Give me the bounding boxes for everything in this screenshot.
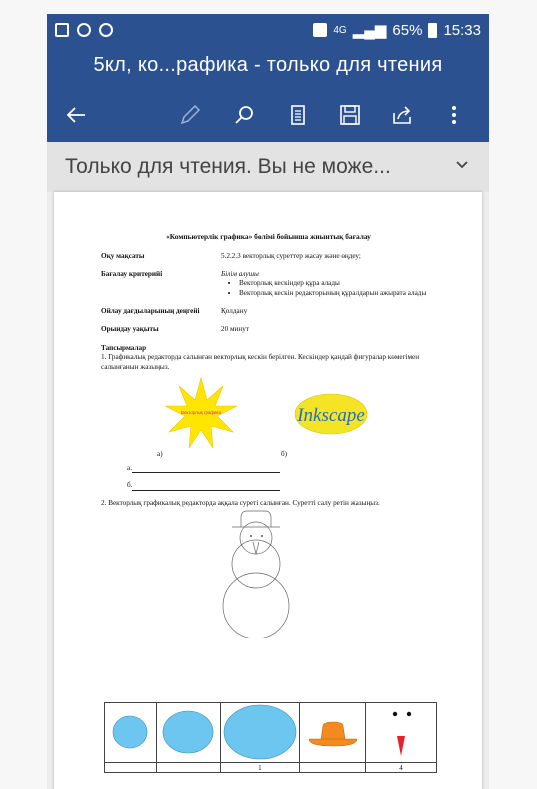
app-bar xyxy=(47,46,489,142)
status-bar xyxy=(47,14,489,46)
inkscape-label: Inkscape xyxy=(297,404,365,426)
document-title: 5кл, ко...рафика - только для чтения xyxy=(93,54,443,76)
answer-line-a[interactable] xyxy=(127,464,436,473)
pen-icon[interactable] xyxy=(175,100,205,130)
row-key: Бағалау критерийі xyxy=(101,269,163,278)
row-value: 5.2.2.3 векторлық суреттер жасау және өңдеу; xyxy=(221,251,361,260)
row-value: Қолдану xyxy=(221,307,248,316)
more-icon[interactable] xyxy=(439,100,469,130)
row-value: 20 минут xyxy=(221,325,249,334)
sun-shape xyxy=(165,378,237,448)
step-cell xyxy=(366,703,437,763)
criteria-intro: Білім алушы xyxy=(221,269,259,278)
clock: 15:33 xyxy=(443,21,481,39)
step-number xyxy=(105,763,157,773)
snowman-bottom xyxy=(223,573,289,638)
read-only-banner[interactable] xyxy=(47,142,489,192)
gallery-icon xyxy=(55,23,69,37)
document-heading: «Компьютерлік графика» бөлімі бойынша жиынтық бағалау xyxy=(166,232,371,241)
snowman-figure xyxy=(101,508,436,638)
answer-blank[interactable] xyxy=(132,465,280,473)
battery-percent: 65% xyxy=(392,21,423,39)
svg-text:Inkscape xyxy=(296,405,365,426)
phone-screen xyxy=(47,14,489,789)
step-number xyxy=(156,763,220,773)
toolbar xyxy=(47,96,489,136)
step-cell xyxy=(300,703,366,763)
battery-icon xyxy=(428,23,437,38)
step-number: 1 xyxy=(220,763,300,773)
figure-1-labels xyxy=(101,450,436,464)
back-arrow-icon[interactable] xyxy=(61,100,91,130)
task-2-text: 2. Векторлық графикалық редакторда аққала суреті салынған. Суретті салу ретін жазыңыз. xyxy=(101,498,380,507)
document-page[interactable] xyxy=(54,192,482,789)
sim-icon xyxy=(313,23,327,37)
step-cell xyxy=(156,703,220,763)
task-1-text: 1. Графикалық редакторда салынған векторлық кескін берілген. Кескіндер қандай фигуралар көмегімен салынғанын жазыңыз. xyxy=(101,353,420,371)
search-icon[interactable] xyxy=(229,100,259,130)
answer-line-b[interactable] xyxy=(127,481,436,490)
row-value xyxy=(221,270,436,298)
snowman-middle xyxy=(232,540,280,588)
info-row-criteria xyxy=(101,270,436,298)
chevron-down-icon[interactable] xyxy=(453,155,471,179)
answer-label: а. xyxy=(127,463,132,472)
step-cell xyxy=(220,703,300,763)
figure-1 xyxy=(101,372,436,450)
alert-icon xyxy=(99,23,113,37)
snowman-nose xyxy=(253,542,259,554)
share-icon[interactable] xyxy=(387,100,417,130)
instagram-icon xyxy=(77,23,91,37)
steps-table xyxy=(104,702,437,773)
answer-blank[interactable] xyxy=(132,483,280,491)
sun-label: Векторлық графика xyxy=(181,409,221,415)
row-key: Орындау уақыты xyxy=(101,325,159,334)
signal-icon: ▂▄▆ xyxy=(352,22,387,39)
figure-1-drawing xyxy=(101,372,436,450)
info-row-thinking-level xyxy=(101,307,436,316)
save-icon[interactable] xyxy=(335,100,365,130)
criteria-bullet: • Векторлық кескіндер құра алады xyxy=(239,279,436,288)
criteria-bullet: • Векторлық кескін редакторының құралдарын ажырата алады xyxy=(239,289,436,298)
document-content xyxy=(101,232,436,638)
tasks-title: Тапсырмалар xyxy=(101,343,147,352)
svg-text:Векторлық графика xyxy=(181,410,221,415)
read-only-message: Только для чтения. Вы не може... xyxy=(65,155,391,178)
row-key: Ойлау дағдыларының деңгейі xyxy=(101,307,200,316)
snowman-drawing xyxy=(101,508,436,638)
network-type: 4G xyxy=(333,24,347,36)
label-a: а) xyxy=(157,449,163,458)
snowman-hat xyxy=(232,511,280,527)
info-row-objective xyxy=(101,252,436,261)
step-number xyxy=(300,763,366,773)
label-b: б) xyxy=(281,449,288,458)
document-icon[interactable] xyxy=(283,100,313,130)
step-number: 4 xyxy=(366,763,437,773)
info-row-time xyxy=(101,325,436,334)
answer-label: б. xyxy=(127,481,133,490)
step-cell xyxy=(105,703,157,763)
row-key: Оқу мақсаты xyxy=(101,251,145,260)
